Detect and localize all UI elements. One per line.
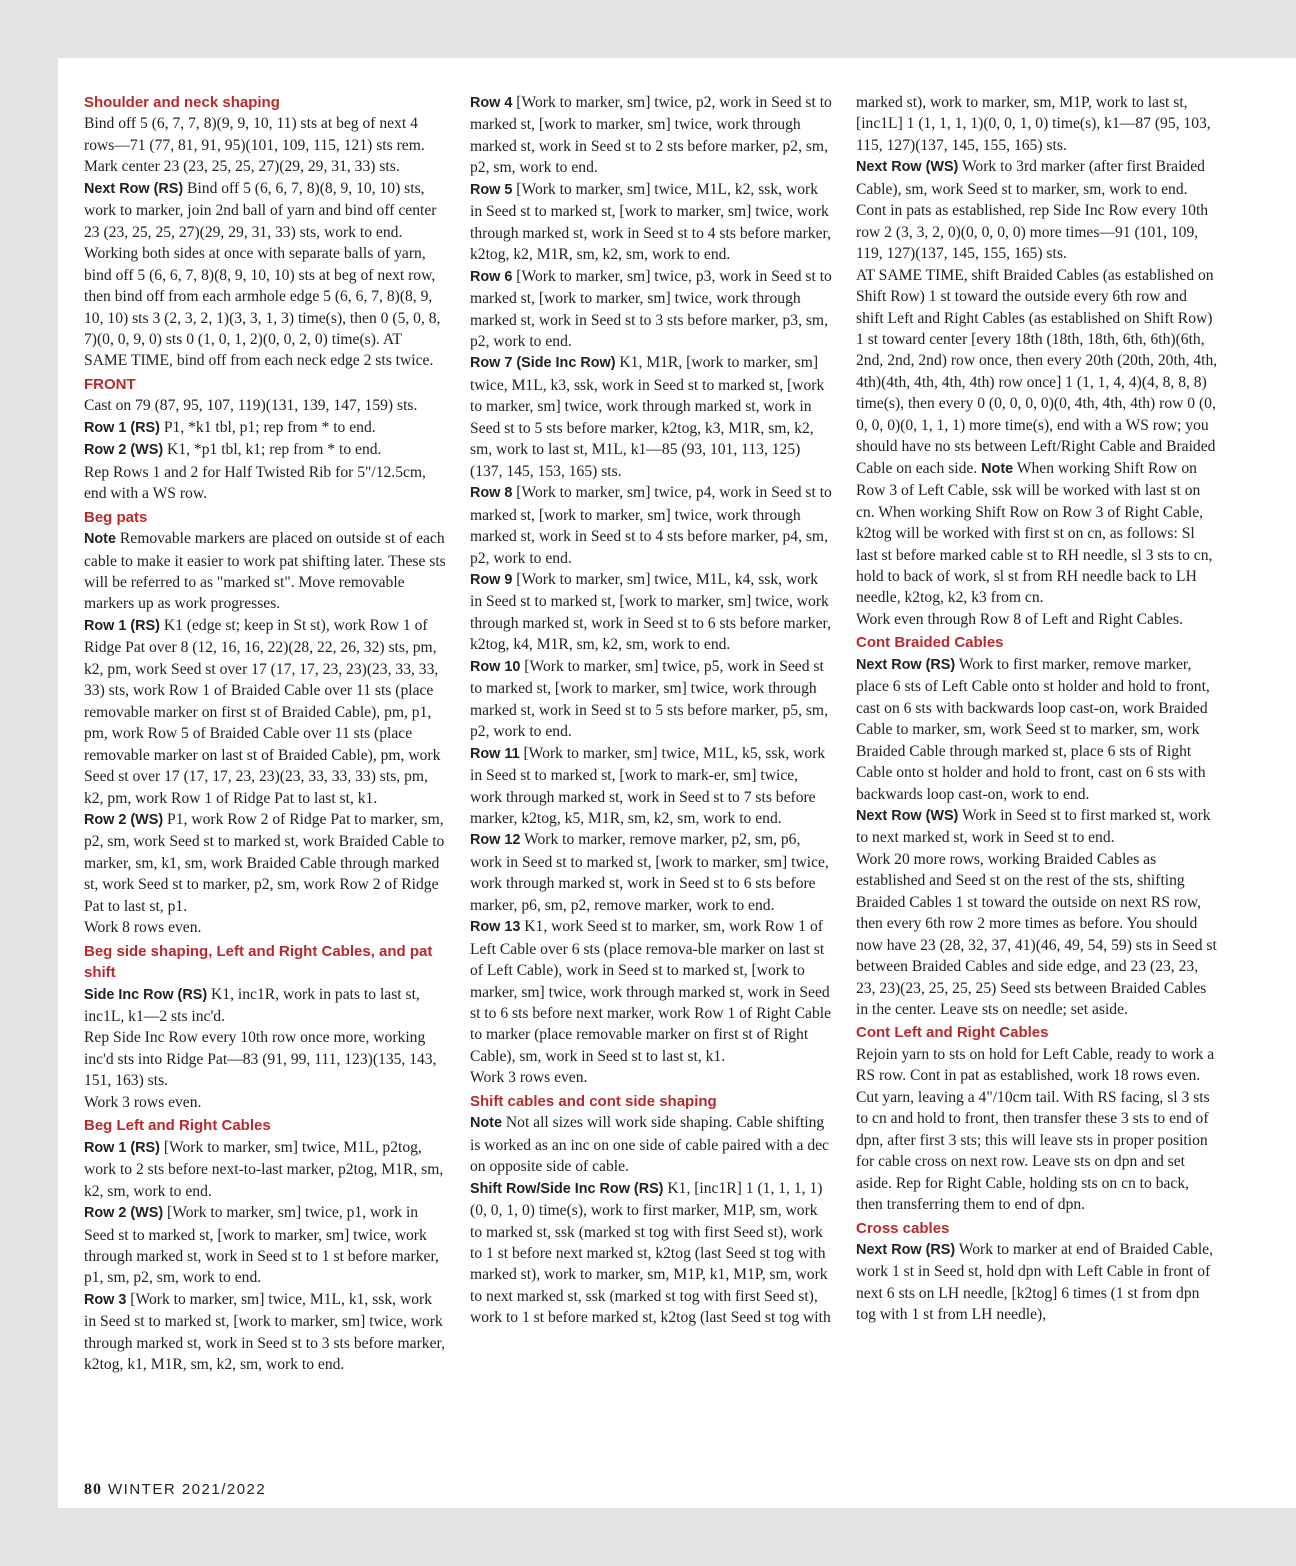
paragraph-text: [Work to marker, sm] twice, p3, work in Seed st to marked st, [work to marker, sm] twice, work through marked st, work in Seed st to 3 sts before marker, p3, sm, p2, work to end. — [470, 267, 832, 350]
paragraph-text: [Work to marker, sm] twice, M1L, p2tog, work to 2 sts before next-to-last marker, p2tog, M1R, sm, k2, sm, work to end. — [84, 1138, 444, 1200]
column-1 — [84, 92, 446, 1376]
instruction-paragraph — [84, 1092, 446, 1113]
instruction-paragraph — [84, 178, 446, 372]
row-label: Next Row (RS) — [856, 1242, 956, 1259]
issue-label: WINTER 2021/2022 — [108, 1481, 267, 1498]
section-heading: Beg side shaping, Left and Right Cables, and pat shift — [84, 942, 433, 982]
row-label: Row 9 — [470, 571, 513, 588]
paragraph-text: [Work to marker, sm] twice, M1L, k1, ssk, work in Seed st to marked st, [work to marker, sm] twice, work through marked st, work in Seed st to 3 sts before marker, k2tog, k1, M1R, sm, k2, sm, work to end. — [84, 1290, 445, 1374]
instruction-paragraph — [470, 1178, 832, 1329]
instruction-paragraph — [470, 179, 832, 266]
row-label: Shift Row/Side Inc Row (RS) — [470, 1180, 664, 1197]
section-heading: Cross cables — [856, 1219, 950, 1237]
section-heading: Cont Braided Cables — [856, 634, 1004, 652]
paragraph-text: Not all sizes will work side shaping. Cable shifting is worked as an inc on one side of cable paired with a dec on opposite side of cable. — [470, 1114, 829, 1176]
instruction-paragraph — [856, 1044, 1218, 1216]
row-label: Next Row (RS) — [84, 180, 184, 197]
instruction-paragraph — [856, 200, 1218, 264]
row-label: Row 11 — [470, 745, 520, 762]
instruction-paragraph — [84, 417, 446, 439]
instruction-paragraph — [856, 156, 1218, 200]
instruction-paragraph — [84, 809, 446, 917]
instruction-paragraph — [470, 916, 832, 1067]
paragraph-text: Work in Seed st to first marked st, work to next marked st, work in Seed st to end. — [856, 806, 1211, 847]
row-label: Note — [470, 1115, 502, 1132]
instruction-paragraph — [856, 849, 1218, 1021]
paragraph-text: Work 8 rows even. — [84, 919, 202, 937]
instruction-paragraph — [470, 352, 832, 482]
instruction-paragraph — [856, 1239, 1218, 1326]
instruction-paragraph — [84, 1202, 446, 1289]
row-label: Row 10 — [470, 658, 521, 675]
paragraph-text: [Work to marker, sm] twice, p2, work in Seed st to marked st, [work to marker, sm] twice, work through marked st, work in Seed st to 2 sts before marker, p2, sm, p2, sm, work to end. — [470, 94, 832, 177]
section-heading: Cont Left and Right Cables — [856, 1024, 1049, 1042]
paragraph-text: Rejoin yarn to sts on hold for Left Cable, ready to work a RS row. Cont in pat as established, work 18 rows even. Cut yarn, leaving a 4"/10cm tail. With RS facing, sl 3 sts to cn and hold to front, then transfer these 3 sts to end of dpn, after first 3 sts; this will leave sts in proper position for cable cross on next row. Leave sts on dpn and set aside. Rep for Right Cable, holding sts on cn to back, then transferring them to end of dpn. — [856, 1045, 1215, 1214]
paragraph-text: [Work to marker, sm] twice, p5, work in Seed st to marked st, [work to marker, sm] twice, work through marked st, work in Seed st to 5 sts before marker, p5, sm, p2, work to end. — [470, 657, 828, 741]
row-label: Row 13 — [470, 919, 521, 936]
row-label: Next Row (WS) — [856, 807, 959, 824]
paragraph-text: marked st), work to marker, sm, M1P, work to last st, [inc1L] 1 (1, 1, 1, 1)(0, 0, 1, 0) time(s), k1—87 (95, 103, 115, 127)(137, 145, 155, 165) sts. — [856, 94, 1211, 154]
instruction-paragraph — [856, 805, 1218, 849]
row-label: Row 12 — [470, 832, 521, 849]
paragraph-text: AT SAME TIME, shift Braided Cables (as established on Shift Row) 1 st toward the outside every 6th row and shift Left and Right Cables (as established on Shift Row) 1 st toward center [every 18th (18th, 18th, 6th, 6th)(6th, 2nd, 2nd, 2nd) row once, then every 20th (20th, 20th, 4th, 4th)(4th, 4th, 4th, 4th) row once] 1 (1, 1, 4, 4)(4, 8, 8, 8) time(s), then every 0 (0, 0, 0, 0)(0, 4th, 4th, 4th) row 0 (0, 0, 0, 0)(0, 1, 1, 1) more time(s), end with a WS row; you should have no sts between Left/Right Cable and Braided Cable on each side. — [856, 266, 1218, 477]
paragraph-text: Work to first marker, remove marker, place 6 sts of Left Cable onto st holder and hold to front, cast on 6 sts with backwards loop cast-on, work Braided Cable to marker, sm, work Seed st to marker, sm, work Braided Cable through marked st, place 6 sts of Right Cable onto st holder and hold to front, cast on 6 sts with backwards loop cast-on, work to end. — [856, 655, 1210, 803]
instruction-paragraph — [84, 462, 446, 505]
instruction-paragraph — [470, 1112, 832, 1177]
paragraph-text: K1 (edge st; keep in St st), work Row 1 of Ridge Pat over 8 (12, 16, 16, 22)(28, 22, 26, 32) sts, pm, k2, pm, work Seed st over 17 (17, 17, 23, 23)(23, 33, 33, 33) sts, work Row 1 of Braided Cable over 11 sts (place removable marker on first st of Braided Cable), pm, p1, pm, work Row 5 of Braided Cable over 11 sts (place removable marker on last st of Braided Cable), pm, work Seed st over 17 (17, 17, 23, 23)(23, 33, 33, 33) sts, pm, k2, pm, work Row 1 of Ridge Pat to last st, k1. — [84, 616, 441, 807]
paragraph-text: [Work to marker, sm] twice, M1L, k4, ssk, work in Seed st to marked st, [work to marker, sm] twice, work through marked st, work in Seed st to 6 sts before marker, k2tog, k4, M1R, sm, k2, sm, work to end. — [470, 570, 831, 654]
instruction-paragraph — [470, 1067, 832, 1088]
paragraph-text: [Work to marker, sm] twice, M1L, k5, ssk, work in Seed st to marked st, [work to mark-er, sm] twice, work through marked st, work in Seed st to 7 sts before marker, k2tog, k5, M1R, sm, k2, sm, work to end. — [470, 744, 826, 827]
row-label: Row 2 (WS) — [84, 1205, 164, 1222]
paragraph-text: Removable markers are placed on outside st of each cable to make it easier to work pat shifting later. These sts will be referred to as "marked st". Move removable markers up as work progresses. — [84, 530, 446, 613]
instruction-paragraph — [470, 569, 832, 656]
row-label: Row 8 — [470, 485, 513, 502]
paragraph-text: Work to marker, remove marker, p2, sm, p6, work in Seed st to marked st, [work to marker, sm] twice, work through marked st, work in Seed st to 6 sts before marker, p6, sm, p2, remove marker, work to end. — [470, 831, 829, 914]
note-label: Note — [981, 460, 1014, 477]
instruction-paragraph — [470, 743, 832, 830]
row-label: Row 2 (WS) — [84, 811, 164, 828]
note-text: When working Shift Row on Row 3 of Left Cable, ssk will be worked with last st on cn. When working Shift Row on Row 3 of Right Cable, k2tog will be worked with first st on cn, as follows: Sl last st before marked cable st to RH needle, sl 3 sts to cn, hold to back of work, sl st from RH needle back to LH needle, k2tog, k2, k3 from cn. — [856, 459, 1213, 607]
paragraph-text: K1, M1R, [work to marker, sm] twice, M1L, k3, ssk, work in Seed st to marked st, [work to marker, sm] twice, work through marked st, work in Seed st to 5 sts before marker, k2tog, k3, M1R, sm, k2, sm, work to last st, M1L, k1—85 (93, 101, 113, 125)(137, 145, 153, 165) sts. — [470, 354, 825, 480]
paragraph-text: K1, inc1R, work in pats to last st, inc1L, k1—2 sts inc'd. — [84, 985, 420, 1026]
instruction-paragraph — [84, 984, 446, 1028]
instruction-paragraph — [84, 528, 446, 615]
paragraph-text: Cont in pats as established, rep Side Inc Row every 10th row 2 (3, 3, 2, 0)(0, 0, 0, 0) more times—91 (101, 109, 119, 127)(137, 145, 155, 165) sts. — [856, 202, 1209, 263]
row-label: Row 1 (RS) — [84, 1139, 160, 1156]
section-heading: Beg Left and Right Cables — [84, 1117, 271, 1135]
row-label: Row 6 — [470, 268, 513, 285]
row-label: Side Inc Row (RS) — [84, 986, 208, 1003]
row-label: Next Row (WS) — [856, 159, 959, 176]
paragraph-text: Bind off 5 (6, 7, 7, 8)(9, 9, 10, 11) sts at beg of next 4 rows—71 (77, 81, 91, 95)(101, 109, 115, 121) sts rem. Mark center 23 (23, 25, 25, 27)(29, 29, 31, 33) sts. — [84, 115, 425, 176]
instruction-paragraph — [84, 615, 446, 809]
row-label: Row 1 (RS) — [84, 419, 160, 436]
instruction-paragraph — [856, 609, 1218, 630]
instruction-paragraph — [84, 1027, 446, 1091]
instruction-paragraph — [470, 266, 832, 353]
row-label: Row 3 — [84, 1291, 127, 1308]
paragraph-text: Work to marker at end of Braided Cable, work 1 st in Seed st, hold dpn with Left Cable in front of next 6 sts on LH needle, [k2tog] 6 times (1 st from dpn tog with 1 st from LH needle), — [856, 1241, 1213, 1324]
paragraph-text: Work even through Row 8 of Left and Right Cables. — [856, 610, 1184, 628]
paragraph-text: P1, *k1 tbl, p1; rep from * to end. — [159, 418, 376, 436]
instruction-paragraph — [856, 654, 1218, 805]
instruction-paragraph — [856, 92, 1218, 156]
instruction-paragraph — [470, 656, 832, 743]
row-label: Row 7 (Side Inc Row) — [470, 355, 616, 372]
instruction-paragraph — [856, 265, 1218, 609]
row-label: Row 5 — [470, 181, 513, 198]
magazine-page — [58, 58, 1296, 1508]
column-3 — [856, 92, 1218, 1326]
section-heading: Beg pats — [84, 508, 148, 526]
row-label: Next Row (RS) — [856, 656, 956, 673]
paragraph-text: Rep Side Inc Row every 10th row once more, working inc'd sts into Ridge Pat—83 (91, 99, 111, 123)(135, 143, 151, 163) sts. — [84, 1029, 437, 1090]
row-label: Row 2 (WS) — [84, 442, 164, 459]
row-label: Row 1 (RS) — [84, 617, 160, 634]
paragraph-text: K1, *p1 tbl, k1; rep from * to end. — [163, 441, 382, 459]
instruction-paragraph — [84, 1137, 446, 1202]
page-number: 80 — [84, 1481, 102, 1498]
paragraph-text: Bind off 5 (6, 6, 7, 8)(8, 9, 10, 10) sts, work to marker, join 2nd ball of yarn and bind off center 23 (23, 25, 25, 27)(29, 29, 31, 33) sts, work to end. Working both sides at once with separate balls of yarn, bind off 5 (6, 6, 7, 8)(8, 9, 10, 10) sts at beg of next row, then bind off from each armhole edge 5 (6, 6, 7, 8)(8, 9, 10, 10) sts 3 (2, 3, 2, 1)(3, 3, 1, 3) time(s), then 0 (5, 0, 8, 7)(0, 0, 9, 0) sts 0 (1, 0, 1, 2)(0, 0, 2, 0) time(s). AT SAME TIME, bind off from each neck edge 2 sts twice. — [84, 179, 441, 370]
paragraph-text: K1, work Seed st to marker, sm, work Row 1 of Left Cable over 6 sts (place remova-ble marker on last st of Left Cable), work in Seed st to marked st, [work to marker, sm] twice, work through marked st, work in Seed st to 6 sts before next marker, work Row 1 of Right Cable to marker (place removable marker on first st of Right Cable), sm, work in Seed st to last st, k1. — [470, 918, 832, 1065]
instruction-paragraph — [84, 439, 446, 461]
instruction-paragraph — [84, 395, 446, 416]
paragraph-text: [Work to marker, sm] twice, p1, work in Seed st to marked st, [work to marker, sm] twice, work through marked st, work in Seed st to 1 st before marker, p1, sm, p2, sm, work to end. — [84, 1204, 439, 1287]
row-label: Row 4 — [470, 95, 513, 111]
paragraph-text: Work to 3rd marker (after first Braided Cable), sm, work Seed st to marker, sm, work to end. — [856, 158, 1205, 198]
instruction-paragraph — [84, 1289, 446, 1376]
paragraph-text: Work 20 more rows, working Braided Cables as established and Seed st on the rest of the sts, shifting Braided Cables 1 st toward the outside on next RS row, then every 6th row 2 more times as before. You should now have 23 (28, 32, 37, 41)(46, 49, 54, 59) sts in Seed st between Braided Cables and side edge, and 23 (23, 23, 23, 23)(23, 25, 25, 25) Seed sts between Braided Cables in the center. Leave sts on needle; set aside. — [856, 850, 1217, 1019]
column-2 — [470, 92, 832, 1329]
row-label: Note — [84, 531, 116, 548]
paragraph-text: [Work to marker, sm] twice, p4, work in Seed st to marked st, [work to marker, sm] twice, work through marked st, work in Seed st to 4 sts before marker, p4, sm, p2, work to end. — [470, 484, 832, 567]
section-heading: FRONT — [84, 375, 136, 393]
paragraph-text: Rep Rows 1 and 2 for Half Twisted Rib for 5"/12.5cm, end with a WS row. — [84, 463, 426, 503]
instruction-paragraph — [470, 482, 832, 569]
section-heading: Shoulder and neck shaping — [84, 94, 280, 111]
instruction-paragraph — [84, 917, 446, 938]
paragraph-text: Work 3 rows even. — [84, 1093, 202, 1111]
paragraph-text: Work 3 rows even. — [470, 1069, 588, 1087]
section-heading: Shift cables and cont side shaping — [470, 1092, 717, 1110]
page-footer — [84, 1481, 266, 1499]
instruction-paragraph — [470, 829, 832, 916]
paragraph-text: P1, work Row 2 of Ridge Pat to marker, sm, p2, sm, work Seed st to marked st, work Braided Cable to marker, sm, k1, sm, work Braided Cable through marked st, work Seed st to marker, p2, sm, work Row 2 of Ridge Pat to last st, p1. — [84, 810, 445, 915]
instruction-paragraph — [84, 113, 446, 177]
paragraph-text: Cast on 79 (87, 95, 107, 119)(131, 139, 147, 159) sts. — [84, 397, 418, 415]
instruction-paragraph — [470, 92, 832, 179]
paragraph-text: K1, [inc1R] 1 (1, 1, 1, 1)(0, 0, 1, 0) time(s), work to first marker, M1P, sm, work to marked st, ssk (marked st tog with first Seed st), work to 1 st before next marked st, k2tog (last Seed st tog with marked st), work to marker, sm, M1P, k1, M1P, sm, work to next marked st, ssk (marked st tog with first Seed st), work to 1 st before marked st, k2tog (last Seed st tog with — [470, 1179, 831, 1327]
paragraph-text: [Work to marker, sm] twice, M1L, k2, ssk, work in Seed st to marked st, [work to marker, sm] twice, work through marked st, work in Seed st to 4 sts before marker, k2tog, k2, M1R, sm, k2, sm, work to end. — [470, 180, 831, 264]
